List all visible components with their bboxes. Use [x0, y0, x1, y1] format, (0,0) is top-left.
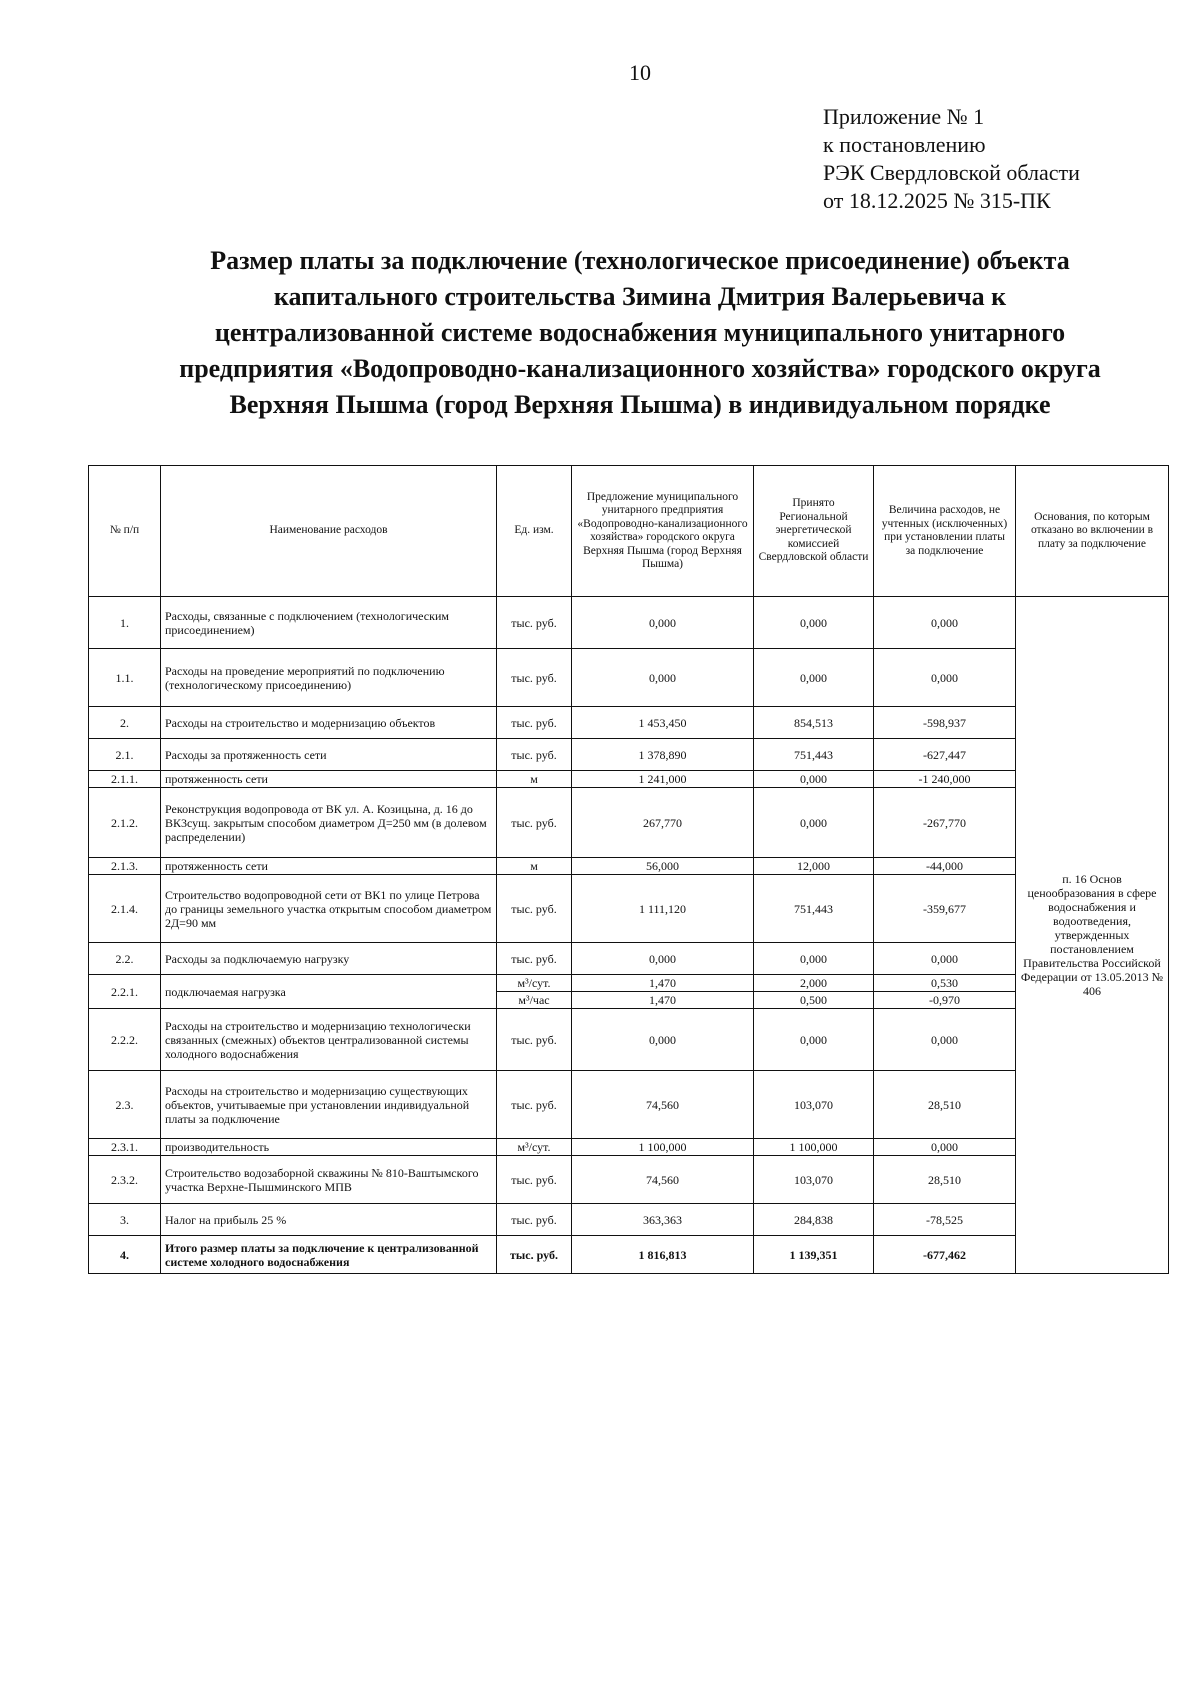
cell-unit: м³/сут. — [497, 1139, 572, 1156]
cell-unit: тыс. руб. — [497, 875, 572, 943]
header-num: № п/п — [89, 466, 161, 597]
cell-proposal: 56,000 — [572, 858, 754, 875]
cell-accepted: 12,000 — [754, 858, 874, 875]
cell-proposal: 1 453,450 — [572, 707, 754, 739]
cell-proposal: 74,560 — [572, 1156, 754, 1204]
table-row — [89, 875, 1169, 943]
cell-name: протяженность сети — [161, 858, 497, 875]
cell-excluded: 28,510 — [874, 1156, 1016, 1204]
cell-excluded: -627,447 — [874, 739, 1016, 771]
cell-unit: тыс. руб. — [497, 1009, 572, 1071]
cell-num: 2.1.2. — [89, 788, 161, 858]
cell-num: 2.1.4. — [89, 875, 161, 943]
table-row — [89, 739, 1169, 771]
cell-unit: тыс. руб. — [497, 943, 572, 975]
cell-name: производительность — [161, 1139, 497, 1156]
table-header-row — [89, 466, 1169, 597]
appendix-line: к постановлению — [823, 132, 986, 157]
cell-unit: тыс. руб. — [497, 707, 572, 739]
cell-excluded: -1 240,000 — [874, 771, 1016, 788]
cell-num: 2.1. — [89, 739, 161, 771]
cell-accepted: 0,500 — [754, 992, 874, 1009]
table-row — [89, 1139, 1169, 1156]
cell-name: Расходы на строительство и модернизацию технологически связанных (смежных) объектов централизованной системы холодного водоснабжения — [161, 1009, 497, 1071]
cell-excluded: 0,000 — [874, 597, 1016, 649]
cell-unit: тыс. руб. — [497, 1204, 572, 1236]
cell-accepted: 2,000 — [754, 975, 874, 992]
cell-num: 1.1. — [89, 649, 161, 707]
cell-accepted: 0,000 — [754, 597, 874, 649]
cell-name: Расходы на строительство и модернизацию существующих объектов, учитываемые при установлении индивидуальной платы за подключение — [161, 1071, 497, 1139]
cell-num: 2.2. — [89, 943, 161, 975]
cell-name: Строительство водозаборной скважины № 810-Ваштымского участка Верхне-Пышминского МПВ — [161, 1156, 497, 1204]
cell-unit: тыс. руб. — [497, 1236, 572, 1274]
title-line: централизованной системе водоснабжения муниципального унитарного — [214, 318, 1066, 347]
cell-unit: м³/сут. — [497, 975, 572, 992]
cell-unit: м³/час — [497, 992, 572, 1009]
cell-unit: тыс. руб. — [497, 597, 572, 649]
cell-num: 2.2.2. — [89, 1009, 161, 1071]
appendix-block — [823, 103, 1080, 215]
cell-unit: тыс. руб. — [497, 1071, 572, 1139]
cell-basis: п. 16 Основ ценообразования в сфере водоснабжения и водоотведения, утвержденных постановлением Правительства Российской Федерации от 13.05.2013 № 406 — [1016, 597, 1169, 1274]
title-line: Размер платы за подключение (технологическое присоединение) объекта — [210, 246, 1070, 275]
cell-accepted: 0,000 — [754, 943, 874, 975]
cell-accepted: 284,838 — [754, 1204, 874, 1236]
cell-unit: м — [497, 771, 572, 788]
table-row — [89, 788, 1169, 858]
cell-unit: тыс. руб. — [497, 1156, 572, 1204]
cell-proposal: 363,363 — [572, 1204, 754, 1236]
cell-excluded: 0,000 — [874, 1009, 1016, 1071]
table-row — [89, 1236, 1169, 1274]
header-excluded: Величина расходов, не учтенных (исключенных) при установлении платы за подключение — [874, 466, 1016, 597]
cell-accepted: 103,070 — [754, 1071, 874, 1139]
cell-num: 2.1.1. — [89, 771, 161, 788]
header-basis: Основания, по которым отказано во включении в плату за подключение — [1016, 466, 1169, 597]
table-row — [89, 1009, 1169, 1071]
cell-accepted: 103,070 — [754, 1156, 874, 1204]
cell-num: 2.3.1. — [89, 1139, 161, 1156]
cell-proposal: 0,000 — [572, 597, 754, 649]
cell-unit: м — [497, 858, 572, 875]
tariff-table — [88, 465, 1169, 1274]
cell-proposal: 267,770 — [572, 788, 754, 858]
table-row — [89, 975, 1169, 992]
appendix-line: Приложение № 1 — [823, 104, 985, 129]
cell-accepted: 0,000 — [754, 788, 874, 858]
cell-name: Расходы за протяженность сети — [161, 739, 497, 771]
cell-proposal: 0,000 — [572, 1009, 754, 1071]
cell-proposal: 1 241,000 — [572, 771, 754, 788]
cell-proposal: 0,000 — [572, 943, 754, 975]
cell-excluded: 28,510 — [874, 1071, 1016, 1139]
cell-proposal: 74,560 — [572, 1071, 754, 1139]
document-title — [120, 243, 1160, 423]
cell-accepted: 1 100,000 — [754, 1139, 874, 1156]
table-row — [89, 858, 1169, 875]
appendix-line: РЭК Свердловской области — [823, 160, 1080, 185]
cell-excluded: 0,530 — [874, 975, 1016, 992]
cell-excluded: -78,525 — [874, 1204, 1016, 1236]
table-row — [89, 1156, 1169, 1204]
table-row — [89, 943, 1169, 975]
cell-excluded: -598,937 — [874, 707, 1016, 739]
cell-excluded: -0,970 — [874, 992, 1016, 1009]
cell-excluded: 0,000 — [874, 649, 1016, 707]
cell-proposal: 1,470 — [572, 975, 754, 992]
cell-num: 2. — [89, 707, 161, 739]
cell-accepted: 0,000 — [754, 1009, 874, 1071]
table-row — [89, 649, 1169, 707]
cell-name: Строительство водопроводной сети от ВК1 по улице Петрова до границы земельного участка открытым способом диаметром 2Д=90 мм — [161, 875, 497, 943]
cell-name: Итого размер платы за подключение к централизованной системе холодного водоснабжения — [161, 1236, 497, 1274]
cell-num: 2.3.2. — [89, 1156, 161, 1204]
cell-proposal: 1,470 — [572, 992, 754, 1009]
cell-excluded: 0,000 — [874, 943, 1016, 975]
cell-proposal: 1 378,890 — [572, 739, 754, 771]
cell-name: протяженность сети — [161, 771, 497, 788]
appendix-line: от 18.12.2025 № 315-ПК — [823, 188, 1051, 213]
cell-accepted: 751,443 — [754, 739, 874, 771]
cell-num: 4. — [89, 1236, 161, 1274]
cell-num: 2.1.3. — [89, 858, 161, 875]
page-number: 10 — [629, 60, 651, 85]
title-line: капитального строительства Зимина Дмитрия Валерьевича к — [273, 282, 1007, 311]
cell-name: Налог на прибыль 25 % — [161, 1204, 497, 1236]
cell-num: 3. — [89, 1204, 161, 1236]
cell-excluded: 0,000 — [874, 1139, 1016, 1156]
header-proposal: Предложение муниципального унитарного предприятия «Водопроводно-канализационного хозяйства» городского округа Верхняя Пышма (город Верхняя Пышма) — [572, 466, 754, 597]
cell-name: Расходы на строительство и модернизацию объектов — [161, 707, 497, 739]
title-line: Верхняя Пышма (город Верхняя Пышма) в индивидуальном порядке — [229, 390, 1051, 419]
title-line: предприятия «Водопроводно-канализационного хозяйства» городского округа — [179, 354, 1101, 383]
cell-proposal: 1 111,120 — [572, 875, 754, 943]
table-row — [89, 707, 1169, 739]
cell-name: Реконструкция водопровода от ВК ул. А. Козицына, д. 16 до ВК3сущ. закрытым способом диаметром Д=250 мм (в долевом распределении) — [161, 788, 497, 858]
cell-name: Расходы на проведение мероприятий по подключению (технологическому присоединению) — [161, 649, 497, 707]
table-row — [89, 771, 1169, 788]
cell-accepted: 1 139,351 — [754, 1236, 874, 1274]
cell-num: 2.3. — [89, 1071, 161, 1139]
cell-excluded: -677,462 — [874, 1236, 1016, 1274]
header-unit: Ед. изм. — [497, 466, 572, 597]
cell-excluded: -44,000 — [874, 858, 1016, 875]
table-row — [89, 1204, 1169, 1236]
cell-excluded: -267,770 — [874, 788, 1016, 858]
cell-proposal: 0,000 — [572, 649, 754, 707]
cell-excluded: -359,677 — [874, 875, 1016, 943]
cell-unit: тыс. руб. — [497, 649, 572, 707]
cell-accepted: 854,513 — [754, 707, 874, 739]
cell-name: Расходы за подключаемую нагрузку — [161, 943, 497, 975]
table-row — [89, 597, 1169, 649]
cell-accepted: 0,000 — [754, 771, 874, 788]
cell-name: Расходы, связанные с подключением (технологическим присоединением) — [161, 597, 497, 649]
table-row — [89, 1071, 1169, 1139]
cell-accepted: 0,000 — [754, 649, 874, 707]
cell-proposal: 1 816,813 — [572, 1236, 754, 1274]
cell-unit: тыс. руб. — [497, 739, 572, 771]
cell-accepted: 751,443 — [754, 875, 874, 943]
header-name: Наименование расходов — [161, 466, 497, 597]
header-accepted: Принято Региональной энергетической комиссией Свердловской области — [754, 466, 874, 597]
cell-proposal: 1 100,000 — [572, 1139, 754, 1156]
cell-num: 2.2.1. — [89, 975, 161, 1009]
cell-unit: тыс. руб. — [497, 788, 572, 858]
cell-num: 1. — [89, 597, 161, 649]
cell-name: подключаемая нагрузка — [161, 975, 497, 1009]
